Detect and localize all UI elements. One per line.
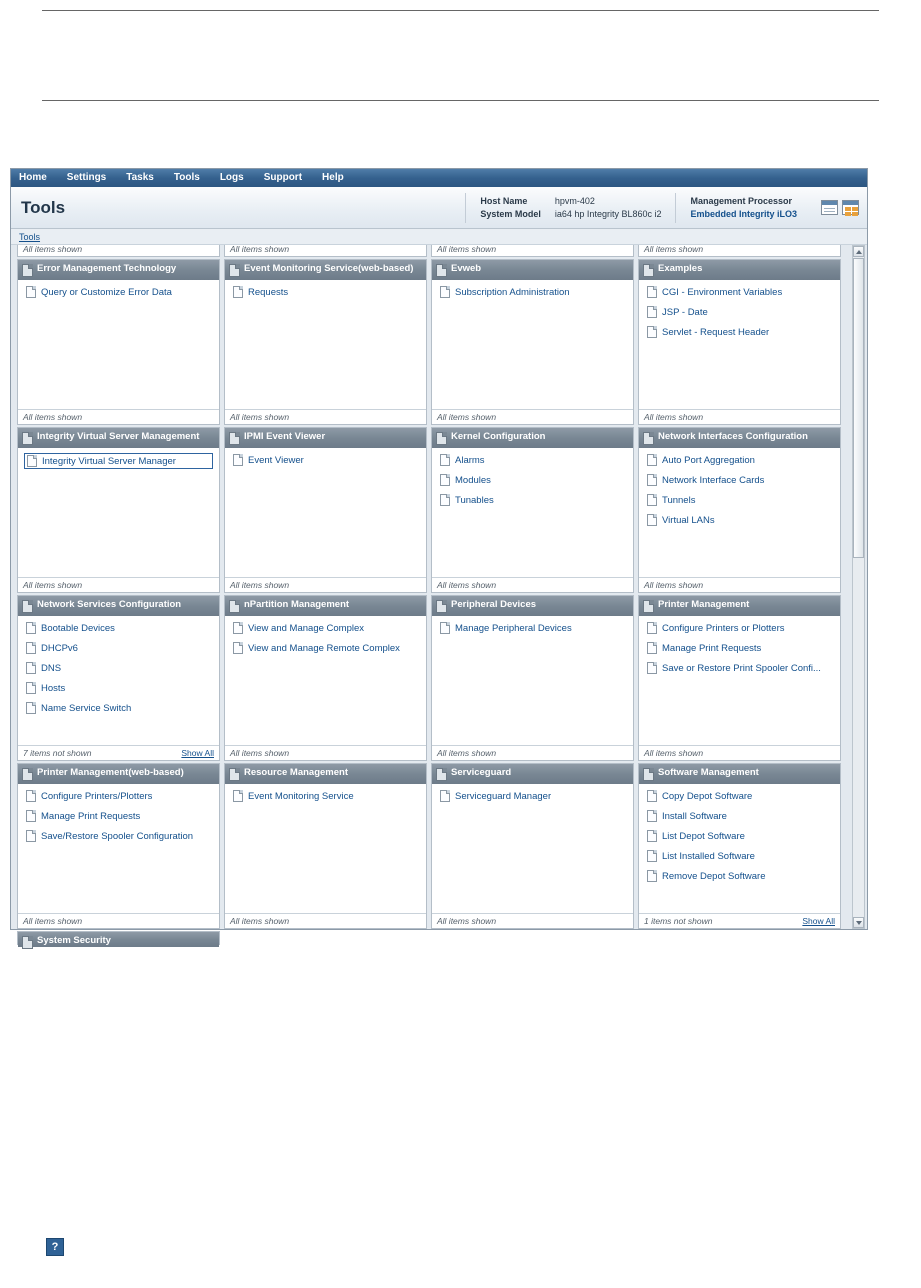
card-title: Software Management <box>658 767 759 778</box>
management-processor-label: Management Processor <box>690 195 793 206</box>
document-icon <box>440 494 450 506</box>
menu-item-logs[interactable]: Logs <box>219 172 244 183</box>
card-body <box>639 784 840 913</box>
card-header <box>18 932 219 947</box>
category-icon <box>22 936 33 949</box>
card-header <box>432 428 633 448</box>
card-footer-status: All items shown <box>23 580 83 590</box>
card-title: Serviceguard <box>451 767 512 778</box>
document-icon <box>26 682 36 694</box>
list-item-label: Copy Depot Software <box>662 790 753 802</box>
category-icon <box>229 432 240 445</box>
card-header <box>18 596 219 616</box>
card-title: Printer Management(web-based) <box>37 767 184 778</box>
list-view-icon[interactable] <box>821 200 838 215</box>
sysmgmt-homepage-window <box>10 168 868 946</box>
card-footer <box>18 745 219 760</box>
card-body <box>432 448 633 577</box>
clipped-card-1-footer: All items shown <box>23 244 83 254</box>
card-body <box>639 280 840 409</box>
card-body <box>225 280 426 409</box>
page-header <box>11 187 867 229</box>
card-header <box>18 764 219 784</box>
document-icon <box>647 514 657 526</box>
list-item[interactable] <box>645 789 834 803</box>
card-footer <box>639 745 840 760</box>
list-item-label: Requests <box>248 286 289 298</box>
list-item-label: Install Software <box>662 810 727 822</box>
list-item[interactable] <box>231 453 420 467</box>
list-item-label: Auto Port Aggregation <box>662 454 755 466</box>
clipped-card-3-footer: All items shown <box>437 244 497 254</box>
document-icon <box>26 622 36 634</box>
list-item-label: Subscription Administration <box>455 286 570 298</box>
list-item[interactable] <box>645 453 834 467</box>
card-footer-status: All items shown <box>230 748 290 758</box>
grid-view-icon-cell-4 <box>852 212 858 216</box>
list-item-label: Alarms <box>455 454 485 466</box>
document-icon <box>26 662 36 674</box>
clipped-card-row-top <box>17 245 839 257</box>
list-item[interactable] <box>231 621 420 635</box>
host-info-block <box>465 193 675 223</box>
card-footer-status: All items shown <box>437 412 497 422</box>
list-item-label: Hosts <box>41 682 66 694</box>
card-body <box>639 448 840 577</box>
grid-view-icon-cell-2 <box>852 207 858 211</box>
scroll-down-arrow[interactable] <box>853 917 864 928</box>
list-item-label: Serviceguard Manager <box>455 790 552 802</box>
list-item-label: Tunables <box>455 494 494 506</box>
category-icon <box>22 264 33 277</box>
card-title: System Security <box>37 935 111 946</box>
document-icon <box>26 286 36 298</box>
list-item[interactable] <box>645 661 834 675</box>
management-processor-block <box>675 193 811 223</box>
category-icon <box>643 264 654 277</box>
page-rule-top <box>42 10 879 11</box>
document-icon <box>26 830 36 842</box>
card-title: Printer Management <box>658 599 750 610</box>
document-icon <box>647 454 657 466</box>
list-item-label: Integrity Virtual Server Manager <box>42 455 176 467</box>
category-icon <box>643 768 654 781</box>
card-title: Network Services Configuration <box>37 599 182 610</box>
card-footer <box>225 913 426 928</box>
card-header <box>639 596 840 616</box>
list-item-label: Servlet - Request Header <box>662 326 770 338</box>
list-item-label: View and Manage Complex <box>248 622 365 634</box>
card-footer <box>225 745 426 760</box>
list-item-label: Modules <box>455 474 491 486</box>
list-item[interactable] <box>645 849 834 863</box>
card-body <box>432 280 633 409</box>
list-item[interactable] <box>438 285 627 299</box>
list-item[interactable] <box>24 789 213 803</box>
clipped-card-2-footer: All items shown <box>230 244 290 254</box>
document-icon <box>233 454 243 466</box>
page-rule-second <box>42 100 879 101</box>
card-printer-management <box>638 595 841 761</box>
card-footer <box>639 577 840 592</box>
card-footer-status: All items shown <box>644 748 704 758</box>
card-footer <box>432 577 633 592</box>
document-icon <box>26 642 36 654</box>
list-item[interactable] <box>645 325 834 339</box>
card-kernel-configuration <box>431 427 634 593</box>
view-toggle-group <box>811 200 867 215</box>
list-item-label: Virtual LANs <box>662 514 715 526</box>
grid-view-icon-cell-3 <box>845 212 851 216</box>
document-icon <box>440 454 450 466</box>
menu-item-home[interactable]: Home <box>19 172 47 183</box>
category-icon <box>436 600 447 613</box>
document-icon <box>233 622 243 634</box>
list-item[interactable] <box>645 869 834 883</box>
card-footer <box>225 577 426 592</box>
list-item[interactable] <box>438 789 627 803</box>
show-all-link[interactable]: Show All <box>181 748 214 758</box>
menu-item-support[interactable]: Support <box>263 172 303 183</box>
card-body <box>18 448 219 577</box>
list-item[interactable] <box>438 621 627 635</box>
list-item[interactable] <box>24 681 213 695</box>
card-footer <box>639 913 840 928</box>
document-icon <box>440 790 450 802</box>
category-icon <box>22 600 33 613</box>
card-footer <box>18 409 219 424</box>
list-item[interactable] <box>645 305 834 319</box>
category-icon <box>643 600 654 613</box>
clipped-card-3 <box>431 245 634 257</box>
help-icon[interactable]: ? <box>46 1238 64 1256</box>
document-icon <box>440 622 450 634</box>
chevron-down-icon <box>856 921 862 925</box>
card-system-security-clipped <box>17 931 220 945</box>
list-item-label: JSP - Date <box>662 306 708 318</box>
card-footer-status: 7 items not shown <box>23 748 92 758</box>
list-item[interactable] <box>645 493 834 507</box>
list-item-label: Name Service Switch <box>41 702 132 714</box>
category-icon <box>436 768 447 781</box>
list-item[interactable] <box>231 641 420 655</box>
card-header <box>432 596 633 616</box>
menu-item-tasks[interactable]: Tasks <box>126 172 154 183</box>
category-icon <box>229 768 240 781</box>
list-view-icon-line-1 <box>824 208 835 209</box>
list-item-label: DHCPv6 <box>41 642 78 654</box>
host-name-value: hpvm-402 <box>554 195 595 206</box>
category-icon <box>436 264 447 277</box>
grid-view-icon-bar <box>843 201 858 205</box>
card-header <box>639 428 840 448</box>
menu-item-settings[interactable]: Settings <box>66 172 107 183</box>
list-item[interactable] <box>24 621 213 635</box>
list-item-label: Save/Restore Spooler Configuration <box>41 830 194 842</box>
list-item[interactable] <box>24 829 213 843</box>
document-icon <box>647 494 657 506</box>
category-icon <box>229 600 240 613</box>
document-icon <box>440 286 450 298</box>
list-item-label: Tunnels <box>662 494 696 506</box>
tools-content-area <box>11 244 867 946</box>
category-icon <box>22 432 33 445</box>
document-icon <box>27 455 37 467</box>
card-header <box>432 260 633 280</box>
scrollbar-thumb[interactable] <box>853 258 864 558</box>
tools-card-grid <box>17 259 839 945</box>
management-processor-link[interactable]: Embedded Integrity iLO3 <box>690 208 797 219</box>
card-footer <box>225 409 426 424</box>
list-item-label: CGI - Environment Variables <box>662 286 783 298</box>
system-model-label: System Model <box>480 208 541 219</box>
list-item-label: DNS <box>41 662 62 674</box>
card-body <box>225 616 426 745</box>
document-icon <box>647 830 657 842</box>
card-header <box>432 764 633 784</box>
card-header <box>225 596 426 616</box>
card-evweb <box>431 259 634 425</box>
document-icon <box>26 702 36 714</box>
card-title: IPMI Event Viewer <box>244 431 326 442</box>
host-name-label: Host Name <box>480 195 528 206</box>
category-icon <box>643 432 654 445</box>
document-icon <box>647 870 657 882</box>
system-model-value: ia64 hp Integrity BL860c i2 <box>554 208 662 219</box>
card-header <box>225 428 426 448</box>
menu-item-help[interactable]: Help <box>322 172 344 183</box>
card-footer <box>639 409 840 424</box>
card-footer-status: All items shown <box>230 916 290 926</box>
list-item[interactable] <box>645 621 834 635</box>
card-body <box>639 616 840 745</box>
card-event-monitoring-service-web-based <box>224 259 427 425</box>
category-icon <box>22 768 33 781</box>
clipped-card-2 <box>224 245 427 257</box>
card-footer-status: All items shown <box>230 412 290 422</box>
clipped-card-4 <box>638 245 841 257</box>
document-icon <box>233 286 243 298</box>
list-item[interactable] <box>645 473 834 487</box>
list-item[interactable] <box>438 473 627 487</box>
grid-view-icon-cell-1 <box>845 207 851 211</box>
card-body <box>18 616 219 745</box>
document-icon <box>647 474 657 486</box>
list-item[interactable] <box>438 493 627 507</box>
list-item-label: Query or Customize Error Data <box>41 286 172 298</box>
document-icon <box>647 810 657 822</box>
list-item[interactable] <box>231 789 420 803</box>
scroll-up-arrow[interactable] <box>853 246 864 257</box>
list-item[interactable] <box>24 661 213 675</box>
list-item-label: Event Viewer <box>248 454 304 466</box>
card-header <box>639 260 840 280</box>
content-scrollbar[interactable] <box>852 245 865 929</box>
list-item-label: Configure Printers or Plotters <box>662 622 785 634</box>
card-footer-status: 1 items not shown <box>644 916 713 926</box>
list-item[interactable] <box>645 513 834 527</box>
card-header <box>18 260 219 280</box>
document-icon <box>647 850 657 862</box>
card-body <box>432 616 633 745</box>
card-title: Event Monitoring Service(web-based) <box>244 263 414 274</box>
list-item-label: View and Manage Remote Complex <box>248 642 400 654</box>
grid-view-icon[interactable] <box>842 200 859 215</box>
document-icon <box>647 790 657 802</box>
document-icon <box>647 326 657 338</box>
document-icon <box>647 286 657 298</box>
document-icon <box>233 642 243 654</box>
list-item[interactable] <box>24 285 213 299</box>
breadcrumb <box>11 229 867 245</box>
breadcrumb-link-tools[interactable]: Tools <box>19 231 41 242</box>
card-header <box>225 764 426 784</box>
clipped-card-1 <box>17 245 220 257</box>
list-item[interactable] <box>24 641 213 655</box>
card-ipmi-event-viewer <box>224 427 427 593</box>
card-body <box>18 784 219 913</box>
list-item-label: Network Interface Cards <box>662 474 765 486</box>
card-title: Evweb <box>451 263 482 274</box>
card-title: Integrity Virtual Server Management <box>37 431 200 442</box>
category-icon <box>436 432 447 445</box>
list-item-label: Manage Peripheral Devices <box>455 622 572 634</box>
card-error-management-technology <box>17 259 220 425</box>
card-network-services-configuration <box>17 595 220 761</box>
list-item-label: Bootable Devices <box>41 622 115 634</box>
document-icon <box>647 642 657 654</box>
list-view-icon-bar <box>822 201 837 205</box>
list-item-label: Manage Print Requests <box>41 810 141 822</box>
card-npartition-management <box>224 595 427 761</box>
card-footer <box>432 745 633 760</box>
card-title: Resource Management <box>244 767 349 778</box>
card-body <box>18 280 219 409</box>
list-item-label: List Installed Software <box>662 850 755 862</box>
list-item-selected[interactable] <box>24 453 213 469</box>
card-title: nPartition Management <box>244 599 350 610</box>
list-item[interactable] <box>438 453 627 467</box>
list-item-label: Save or Restore Print Spooler Confi... <box>662 662 821 674</box>
card-footer <box>432 913 633 928</box>
list-item[interactable] <box>231 285 420 299</box>
document-icon <box>647 662 657 674</box>
card-resource-management <box>224 763 427 929</box>
card-body <box>432 784 633 913</box>
document-icon <box>233 790 243 802</box>
tools-card-grid-container <box>17 244 839 946</box>
list-view-icon-line-2 <box>824 211 835 212</box>
card-title: Error Management Technology <box>37 263 177 274</box>
document-icon <box>26 810 36 822</box>
menu-item-tools[interactable]: Tools <box>173 172 200 183</box>
card-title: Kernel Configuration <box>451 431 546 442</box>
card-footer-status: All items shown <box>437 748 497 758</box>
list-item-label: Remove Depot Software <box>662 870 766 882</box>
card-footer-status: All items shown <box>230 580 290 590</box>
list-item-label: List Depot Software <box>662 830 745 842</box>
document-icon <box>26 790 36 802</box>
list-item-label: Configure Printers/Plotters <box>41 790 153 802</box>
clipped-card-4-footer: All items shown <box>644 244 704 254</box>
card-footer-status: All items shown <box>437 580 497 590</box>
list-item-label: Event Monitoring Service <box>248 790 354 802</box>
card-header <box>18 428 219 448</box>
main-menu-bar <box>11 169 867 187</box>
card-body <box>225 784 426 913</box>
host-info-values <box>555 195 662 221</box>
chevron-up-icon <box>856 250 862 254</box>
card-footer <box>432 409 633 424</box>
category-icon <box>229 264 240 277</box>
card-footer <box>18 577 219 592</box>
card-footer-status: All items shown <box>437 916 497 926</box>
card-footer-status: All items shown <box>644 412 704 422</box>
card-header <box>639 764 840 784</box>
card-header <box>225 260 426 280</box>
list-item[interactable] <box>645 809 834 823</box>
card-printer-management-web-based <box>17 763 220 929</box>
card-footer-status: All items shown <box>23 916 83 926</box>
list-item[interactable] <box>24 809 213 823</box>
host-info-labels <box>480 195 541 221</box>
card-integrity-virtual-server-management <box>17 427 220 593</box>
list-item[interactable] <box>24 701 213 715</box>
card-body <box>225 448 426 577</box>
page-title: Tools <box>21 197 66 217</box>
card-peripheral-devices <box>431 595 634 761</box>
card-footer-status: All items shown <box>23 412 83 422</box>
list-item[interactable] <box>645 641 834 655</box>
document-icon <box>440 474 450 486</box>
list-item[interactable] <box>645 285 834 299</box>
list-item[interactable] <box>645 829 834 843</box>
document-icon <box>647 622 657 634</box>
card-title: Peripheral Devices <box>451 599 537 610</box>
card-network-interfaces-configuration <box>638 427 841 593</box>
card-title: Examples <box>658 263 703 274</box>
list-item-label: Manage Print Requests <box>662 642 762 654</box>
document-icon <box>647 306 657 318</box>
card-examples <box>638 259 841 425</box>
card-serviceguard <box>431 763 634 929</box>
card-footer-status: All items shown <box>644 580 704 590</box>
card-software-management <box>638 763 841 929</box>
card-footer <box>18 913 219 928</box>
show-all-link[interactable]: Show All <box>802 916 835 926</box>
card-title: Network Interfaces Configuration <box>658 431 808 442</box>
